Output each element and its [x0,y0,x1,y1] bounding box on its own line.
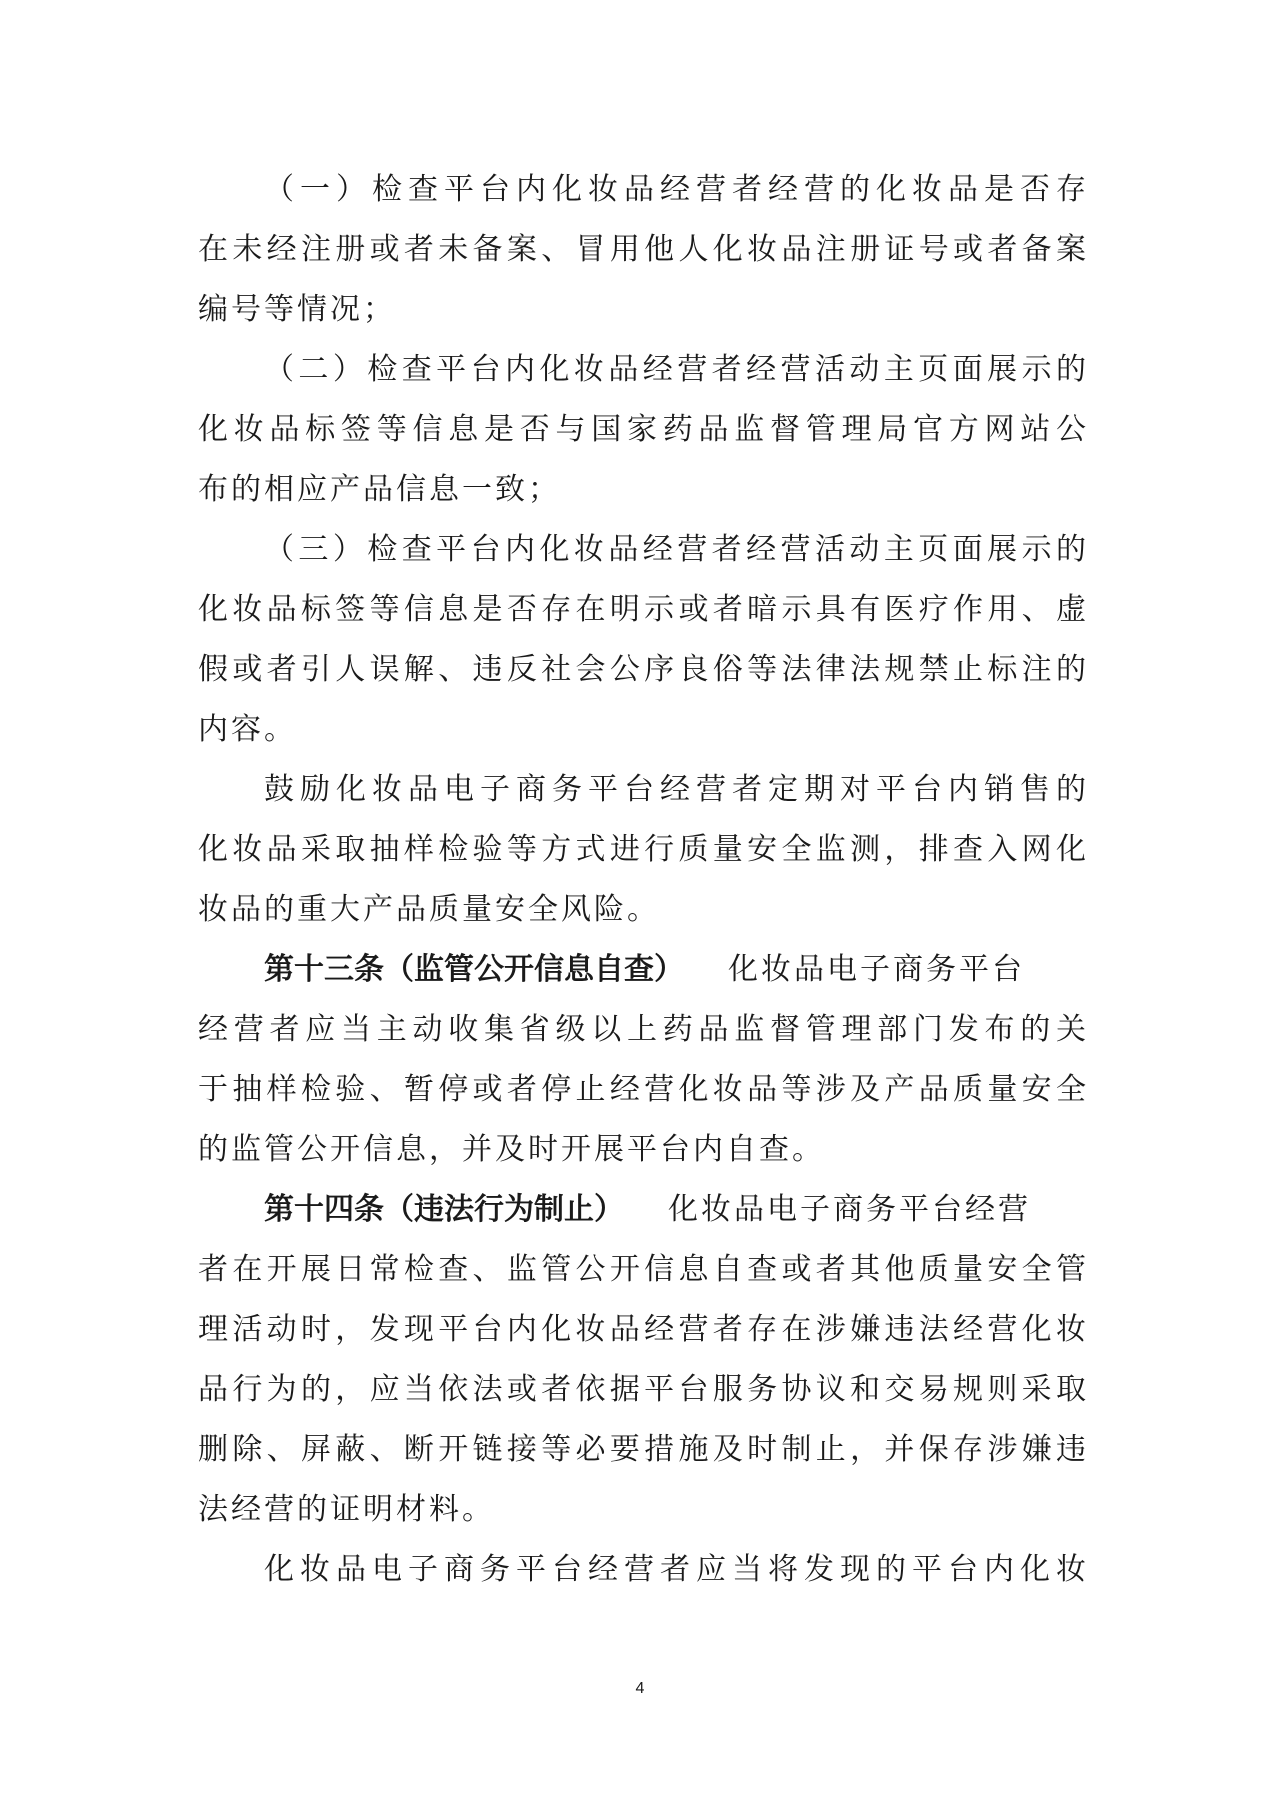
text-line [198,1308,1086,1352]
line-text: 化妆品电子商务平台经营 [668,1192,1031,1227]
text-line [198,228,1086,272]
article-title: 第十四条（违法行为制止） [264,1192,624,1227]
line-text: 经营者应当主动收集省级以上药品监督管理部门发布的关 [198,1012,1086,1047]
text-line [198,1488,1086,1532]
line-text: 编号等情况； [198,292,396,327]
text-line [198,288,1086,332]
line-text: 在未经注册或者未备案、冒用他人化妆品注册证号或者备案 [198,232,1086,267]
text-line [198,1008,1086,1052]
line-text: （二）检查平台内化妆品经营者经营活动主页面展示的 [264,352,1086,387]
line-text: 理活动时，发现平台内化妆品经营者存在涉嫌违法经营化妆 [198,1312,1086,1347]
line-text: 化妆品采取抽样检验等方式进行质量安全监测，排查入网化 [198,832,1086,867]
line-text: 品行为的，应当依法或者依据平台服务协议和交易规则采取 [198,1372,1086,1407]
line-text: 删除、屏蔽、断开链接等必要措施及时制止，并保存涉嫌违 [198,1432,1086,1467]
line-text: 化妆品电子商务平台经营者应当将发现的平台内化妆 [264,1552,1086,1587]
line-text: 妆品的重大产品质量安全风险。 [198,892,660,927]
text-line [198,1248,1086,1292]
text-line [198,1068,1086,1112]
text-line [264,768,1086,812]
text-line [198,708,1086,752]
page-number: 4 [635,1680,645,1697]
line-text: 于抽样检验、暂停或者停止经营化妆品等涉及产品质量安全 [198,1072,1086,1107]
line-text: 化妆品标签等信息是否与国家药品监督管理局官方网站公 [198,412,1086,447]
article-title: 第十三条（监管公开信息自查） [264,952,684,987]
article-heading-line [264,948,1086,992]
text-line [264,348,1086,392]
line-text: 布的相应产品信息一致； [198,472,561,507]
line-text: 内容。 [198,712,297,747]
line-text: 化妆品电子商务平台 [728,952,1025,987]
text-line [198,468,1086,512]
line-text: 鼓励化妆品电子商务平台经营者定期对平台内销售的 [264,772,1086,807]
text-line [198,648,1086,692]
line-text: 者在开展日常检查、监管公开信息自查或者其他质量安全管 [198,1252,1086,1287]
text-line [198,828,1086,872]
line-text: （一）检查平台内化妆品经营者经营的化妆品是否存 [264,172,1086,207]
text-line [198,408,1086,452]
line-text: （三）检查平台内化妆品经营者经营活动主页面展示的 [264,532,1086,567]
text-line [198,888,1086,932]
text-line [198,1128,1086,1172]
line-text: 假或者引人误解、违反社会公序良俗等法律法规禁止标注的 [198,652,1086,687]
line-text: 化妆品标签等信息是否存在明示或者暗示具有医疗作用、虚 [198,592,1086,627]
text-line [198,588,1086,632]
line-text: 法经营的证明材料。 [198,1492,495,1527]
text-line [198,1428,1086,1472]
text-line [198,1368,1086,1412]
line-text: 的监管公开信息，并及时开展平台内自查。 [198,1132,825,1167]
text-line [264,1548,1086,1592]
article-heading-line [264,1188,1086,1232]
text-line [264,528,1086,572]
text-line [264,168,1086,212]
